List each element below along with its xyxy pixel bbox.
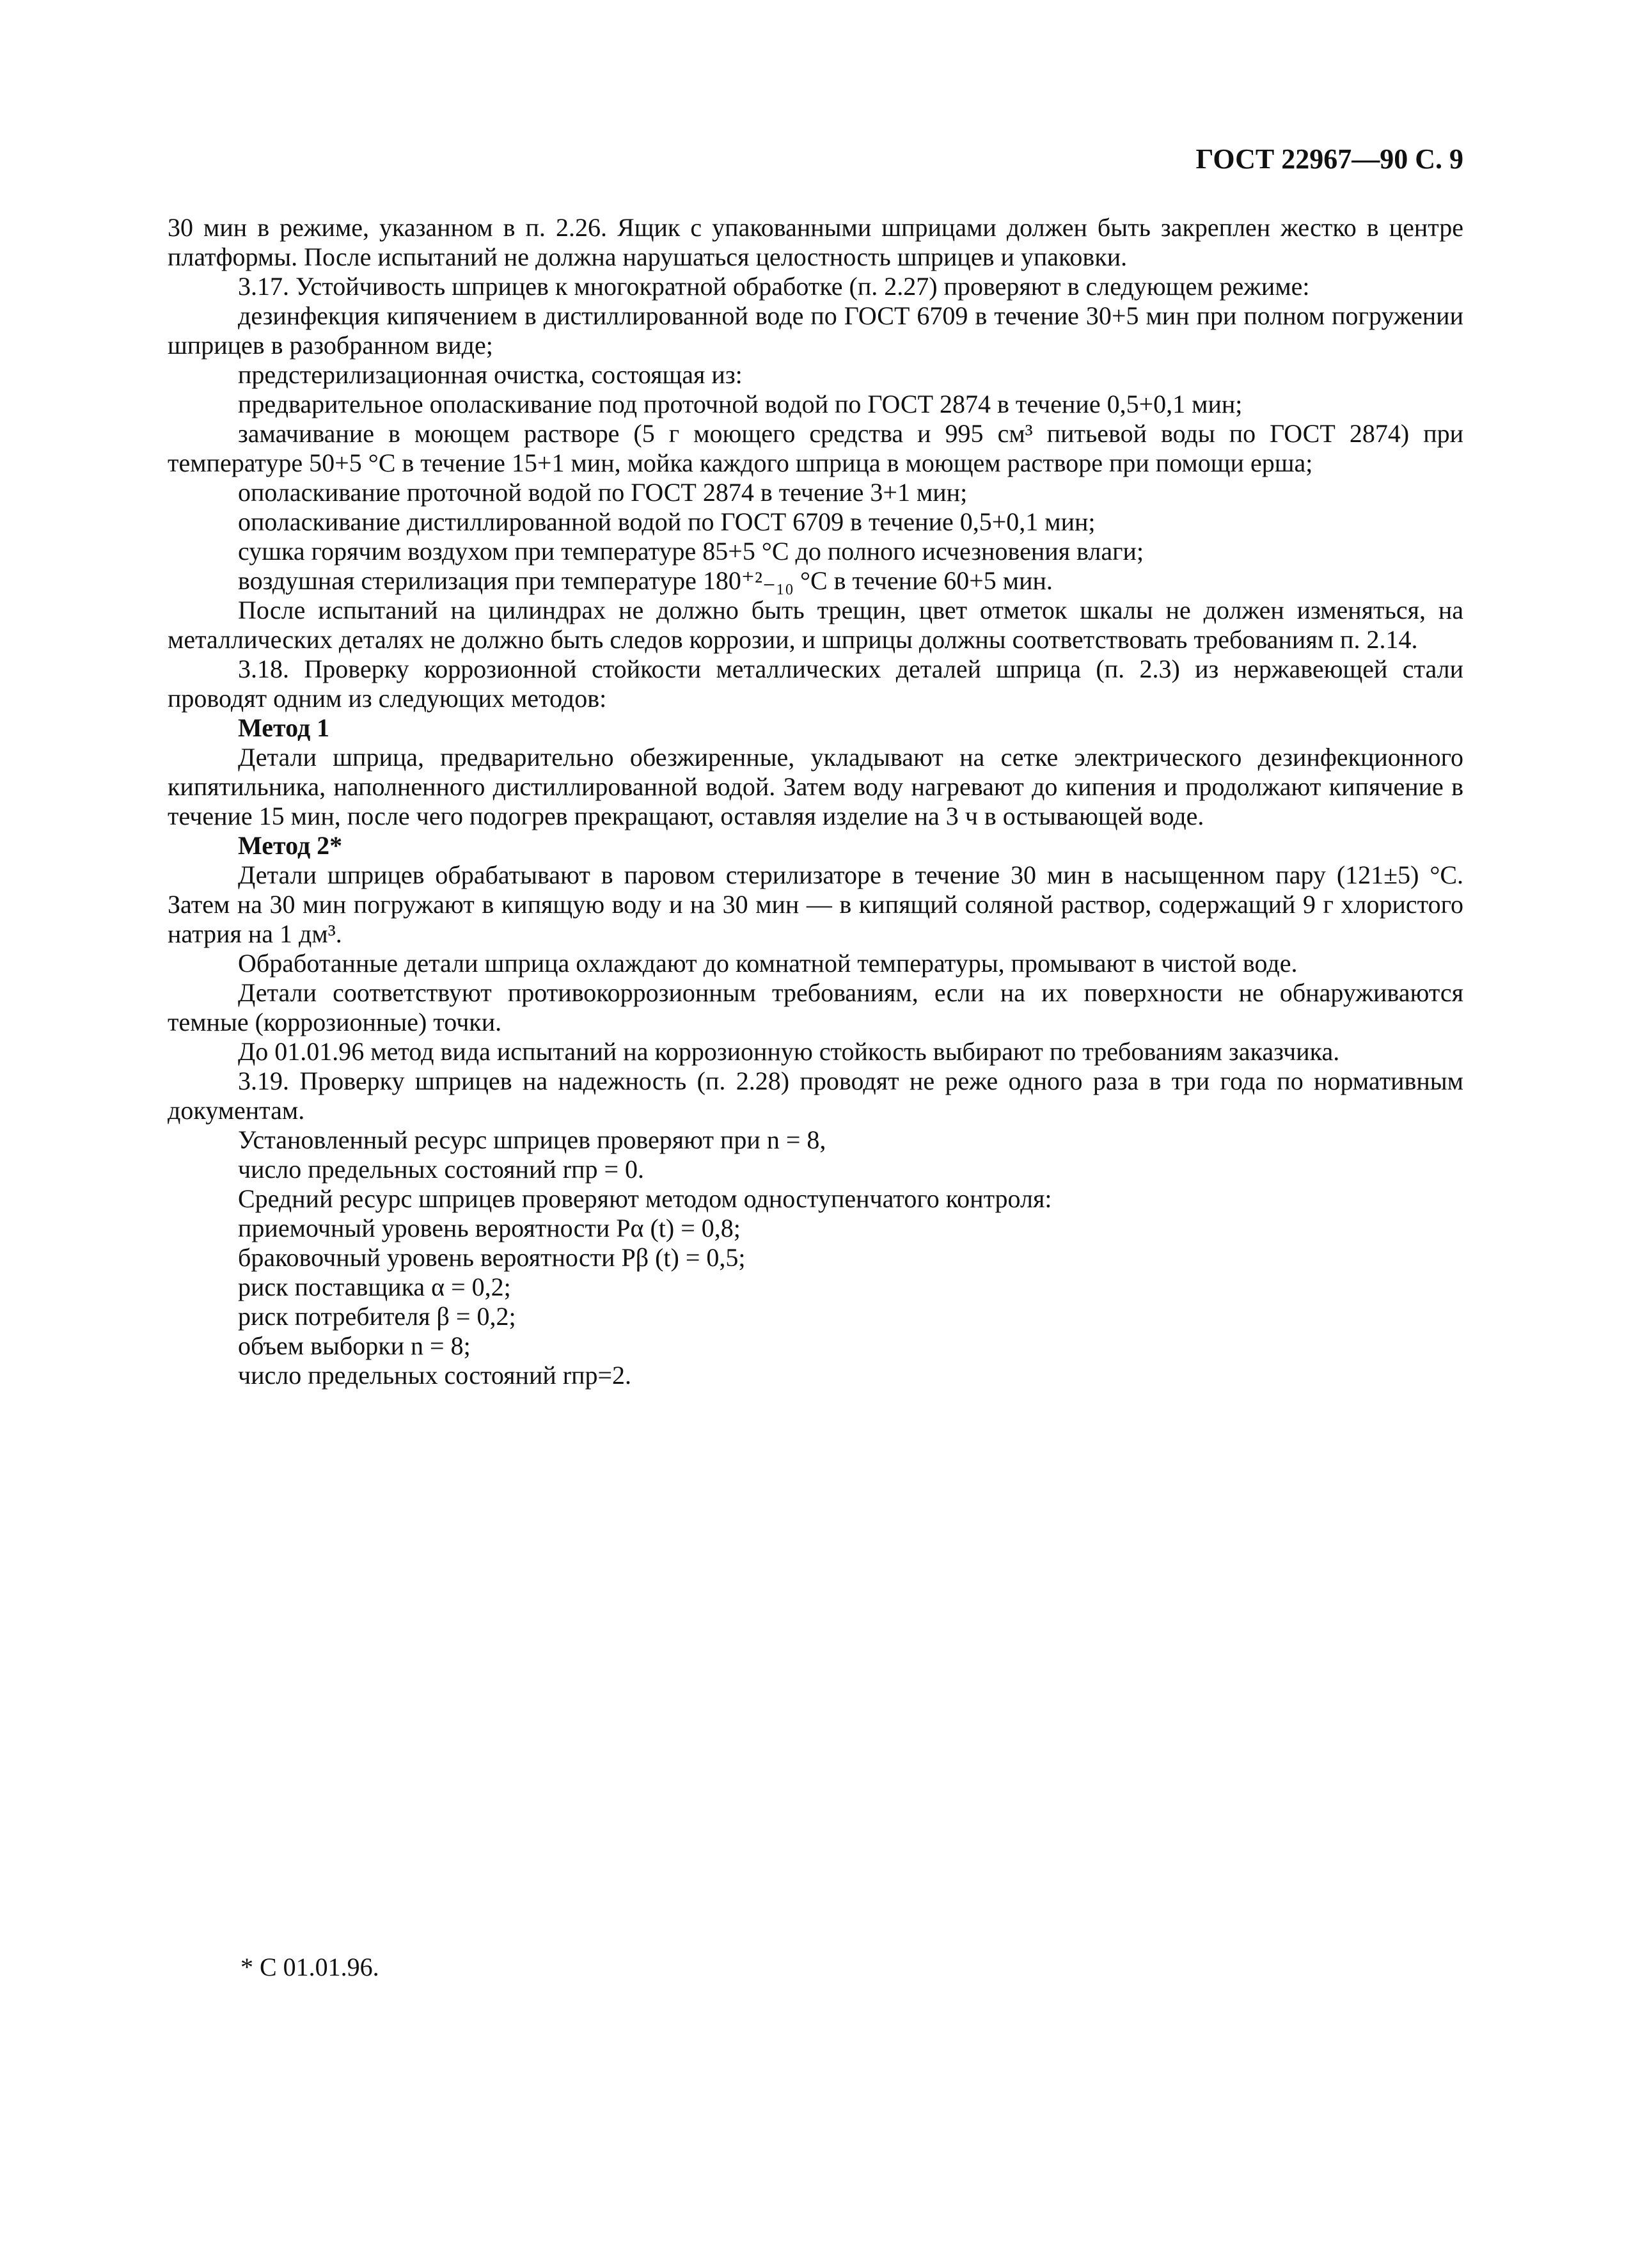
section-3-19: 3.19. Проверку шприцев на надежность (п. 2.28) проводят не реже одного раза в три года по нормативным документам. [168, 1067, 1463, 1125]
paragraph: замачивание в моющем растворе (5 г моющего средства и 995 см³ питьевой воды по ГОСТ 2874) при температуре 50+5 °С в течение 15+1 мин, мойка каждого шприца в моющем растворе при помощи ерша; [168, 419, 1463, 477]
method-1-heading: Метод 1 [238, 713, 330, 742]
paragraph: число предельных состояний rпр=2. [238, 1361, 632, 1390]
paragraph: Детали шприцев обрабатывают в паровом стерилизаторе в течение 30 мин в насыщенном пару (121±5) °С. Затем на 30 мин погружают в кипящую воду и на 30 мин — в кипящий соляной раствор, содержащий 9 г хлористого натрия на 1 дм³. [168, 860, 1463, 948]
paragraph: дезинфекция кипячением в дистиллированной воде по ГОСТ 6709 в течение 30+5 мин при полном погружении шприцев в разобранном виде; [168, 301, 1463, 360]
method-2-heading: Метод 2* [238, 831, 343, 860]
paragraph: После испытаний на цилиндрах не должно быть трещин, цвет отметок шкалы не должен изменяться, на металлических деталях не должно быть следов коррозии, и шприцы должны соответствовать требованиям п. 2.14. [168, 596, 1463, 654]
paragraph: число предельных состояний rпр = 0. [238, 1155, 645, 1184]
paragraph: предстерилизационная очистка, состоящая из: [238, 360, 743, 389]
paragraph: Детали соответствуют противокоррозионным требованиям, если на их поверхности не обнаруживаются темные (коррозионные) точки. [168, 978, 1463, 1036]
paragraph: воздушная стерилизация при температуре 180⁺²₋₁₀ °С в течение 60+5 мин. [238, 566, 1053, 595]
footnote: * С 01.01.96. [240, 1953, 379, 1981]
document-body [168, 213, 1463, 1390]
paragraph: Установленный ресурс шприцев проверяют при n = 8, [238, 1125, 826, 1154]
page-header: ГОСТ 22967—90 С. 9 [1195, 143, 1463, 175]
paragraph: риск потребителя β = 0,2; [238, 1302, 516, 1331]
paragraph: сушка горячим воздухом при температуре 85+5 °С до полного исчезновения влаги; [238, 537, 1144, 566]
paragraph: приемочный уровень вероятности Pα (t) = 0,8; [238, 1214, 741, 1242]
paragraph: Обработанные детали шприца охлаждают до комнатной температуры, промывают в чистой воде. [238, 949, 1298, 978]
paragraph: браковочный уровень вероятности Pβ (t) = 0,5; [238, 1243, 746, 1272]
paragraph: 30 мин в режиме, указанном в п. 2.26. Ящик с упакованными шприцами должен быть закреплен жестко в центре платформы. После испытаний не должна нарушаться целостность шприцев и упаковки. [168, 213, 1463, 271]
paragraph: Детали шприца, предварительно обезжиренные, укладывают на сетке электрического дезинфекционного кипятильника, наполненного дистиллированной водой. Затем воду нагревают до кипения и продолжают кипячение в течение 15 мин, после чего подогрев прекращают, оставляя изделие на 3 ч в остывающей воде. [168, 743, 1463, 830]
paragraph: Средний ресурс шприцев проверяют методом одноступенчатого контроля: [238, 1184, 1052, 1213]
paragraph: объем выборки n = 8; [238, 1331, 471, 1360]
paragraph: риск поставщика α = 0,2; [238, 1273, 511, 1301]
paragraph: До 01.01.96 метод вида испытаний на коррозионную стойкость выбирают по требованиям заказчика. [238, 1037, 1340, 1066]
section-3-17: 3.17. Устойчивость шприцев к многократной обработке (п. 2.27) проверяют в следующем режиме: [238, 272, 1310, 301]
section-3-18: 3.18. Проверку коррозионной стойкости металлических деталей шприца (п. 2.3) из нержавеющей стали проводят одним из следующих методов: [168, 654, 1463, 713]
paragraph: ополаскивание дистиллированной водой по ГОСТ 6709 в течение 0,5+0,1 мин; [238, 507, 1096, 536]
paragraph: ополаскивание проточной водой по ГОСТ 2874 в течение 3+1 мин; [238, 478, 968, 507]
paragraph: предварительное ополаскивание под проточной водой по ГОСТ 2874 в течение 0,5+0,1 мин; [238, 390, 1243, 418]
